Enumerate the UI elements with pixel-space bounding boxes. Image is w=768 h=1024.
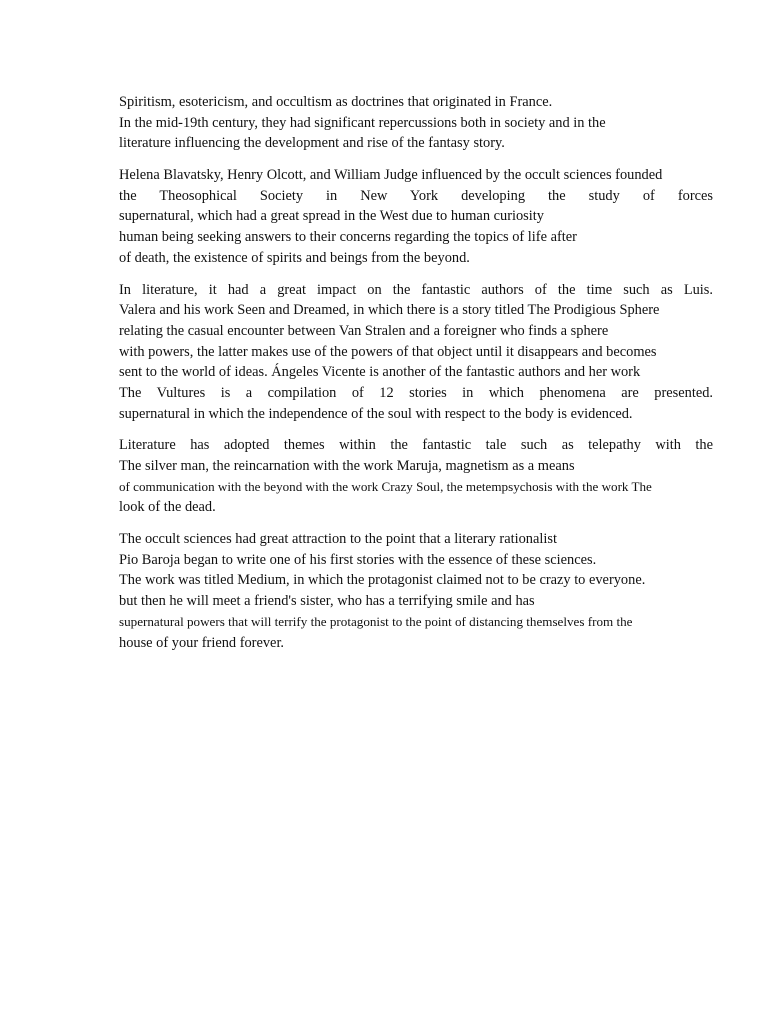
text-line: but then he will meet a friend's sister, who has a terrifying smile and has [119, 593, 535, 610]
text-line: In the mid-19th century, they had significant repercussions both in society and in the [119, 114, 606, 131]
paragraph [119, 435, 713, 518]
text-line: relating the casual encounter between Van Stralen and a foreigner who finds a sphere [119, 322, 609, 339]
document-body [119, 92, 713, 653]
text-line: Valera and his work Seen and Dreamed, in which there is a story titled The Prodigious Sphere [119, 302, 660, 319]
text-line: The occult sciences had great attraction to the point that a literary rationalist [119, 531, 557, 548]
text-line: Helena Blavatsky, Henry Olcott, and William Judge influenced by the occult sciences founded [119, 167, 663, 184]
text-line: of death, the existence of spirits and beings from the beyond. [119, 249, 470, 266]
text-line: the Theosophical Society in New York developing the study of forces [119, 187, 713, 204]
text-line: supernatural powers that will terrify the protagonist to the point of distancing themselves from the [119, 613, 633, 629]
text-line: The Vultures is a compilation of 12 stories in which phenomena are presented. [119, 384, 713, 401]
text-line: of communication with the beyond with the work Crazy Soul, the metempsychosis with the work The [119, 478, 652, 494]
text-line: sent to the world of ideas. Ángeles Vicente is another of the fantastic authors and her work [119, 364, 641, 381]
text-line: Literature has adopted themes within the fantastic tale such as telepathy with the [119, 437, 713, 454]
text-line: Pio Baroja began to write one of his first stories with the essence of these sciences. [119, 551, 597, 568]
text-line: look of the dead. [119, 499, 216, 516]
text-line: supernatural in which the independence of the soul with respect to the body is evidenced. [119, 405, 633, 422]
text-line: Spiritism, esotericism, and occultism as doctrines that originated in France. [119, 94, 553, 110]
paragraph [119, 280, 713, 425]
text-line: In literature, it had a great impact on the fantastic authors of the time such as Luis. [119, 281, 713, 298]
text-line: The work was titled Medium, in which the protagonist claimed not to be crazy to everyone. [119, 572, 646, 589]
paragraph [119, 165, 713, 268]
paragraph [119, 92, 713, 154]
document-page [119, 92, 713, 664]
text-line: house of your friend forever. [119, 634, 285, 651]
text-line: literature influencing the development and rise of the fantasy story. [119, 135, 505, 152]
text-line: human being seeking answers to their concerns regarding the topics of life after [119, 229, 577, 246]
text-line: with powers, the latter makes use of the powers of that object until it disappears and becomes [119, 343, 657, 360]
text-line: The silver man, the reincarnation with the work Maruja, magnetism as a means [119, 458, 575, 474]
paragraph [119, 529, 713, 653]
text-line: supernatural, which had a great spread in the West due to human curiosity [119, 208, 544, 225]
